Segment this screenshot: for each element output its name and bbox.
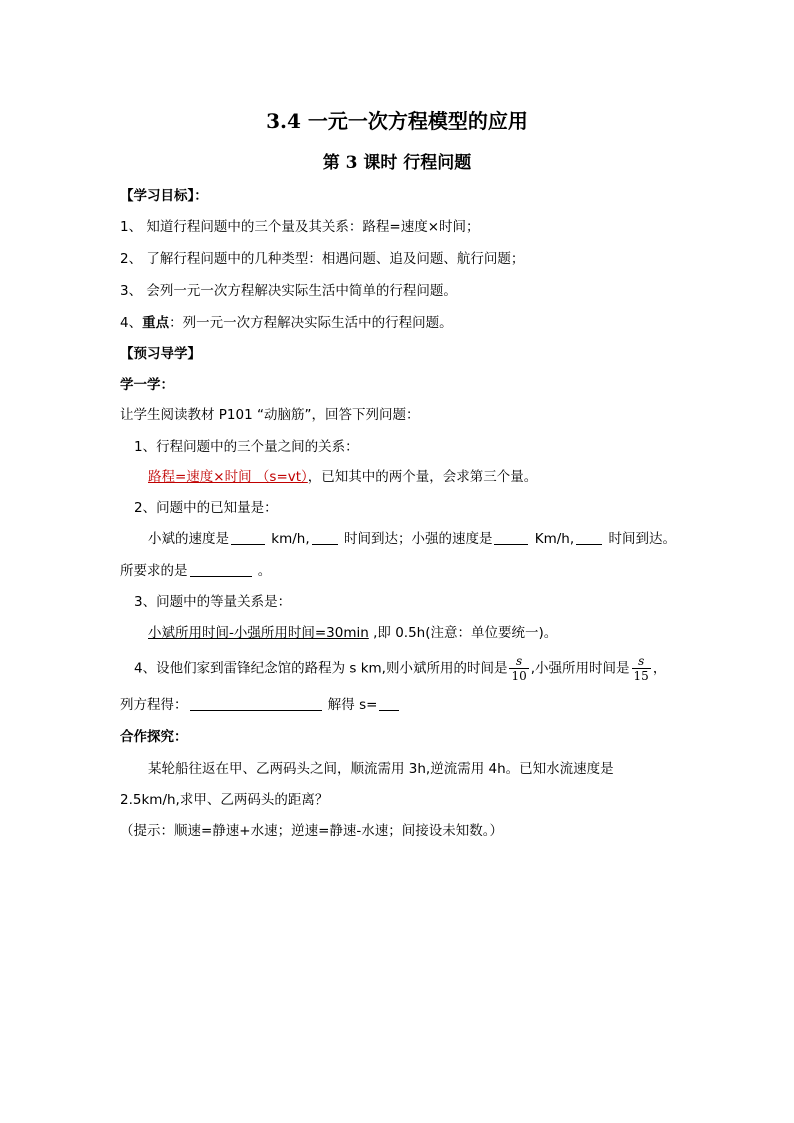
question-3-answer xyxy=(148,624,557,642)
learn-heading: 学一学： xyxy=(120,377,174,393)
q1-answer-rest: ，已知其中的两个量，会求第三个量。 xyxy=(307,469,538,485)
section-goals-heading: 【学习目标】： xyxy=(120,188,208,204)
goal-item-3: 3、 会列一元一次方程解决实际生活中简单的行程问题。 xyxy=(120,283,457,299)
eq-label: 列方程得： xyxy=(120,697,188,713)
blank-time-2[interactable] xyxy=(576,530,602,545)
frac1-numerator: s xyxy=(516,654,523,668)
question-2-line-b xyxy=(120,562,271,580)
coop-problem-line-2: 2.5km/h,求甲、乙两码头的距离？ xyxy=(120,792,329,808)
question-2: 2、问题中的已知量是： xyxy=(134,500,278,516)
blank-solution[interactable] xyxy=(379,696,399,711)
goal-item-4 xyxy=(120,314,453,332)
q2-text-2: km/h, xyxy=(267,531,310,547)
q2-text-1: 小斌的速度是 xyxy=(148,531,229,547)
page-subtitle: 第 3 课时 行程问题 xyxy=(322,153,472,173)
q2-text-3: 时间到达；小强的速度是 xyxy=(339,531,493,547)
fraction-s-over-10 xyxy=(509,654,528,683)
q3-answer-rest: ,即 0.5h(注意：单位要统一)。 xyxy=(368,625,558,641)
coop-problem-line-1: 某轮船往返在甲、乙两码头之间，顺流需用 3h,逆流需用 4h。已知水流速度是 xyxy=(148,761,614,777)
q4-text-1: 4、设他们家到雷锋纪念馆的路程为 s km,则小斌所用的时间是 xyxy=(134,660,508,677)
blank-equation[interactable] xyxy=(190,696,322,711)
blank-speed-1[interactable] xyxy=(231,530,265,545)
question-2-line-a xyxy=(148,530,676,548)
coop-hint: （提示：顺速=静速+水速；逆速=静速-水速；间接设未知数。） xyxy=(120,823,504,839)
question-4 xyxy=(134,654,666,683)
question-1-answer xyxy=(148,468,537,486)
frac2-numerator: s xyxy=(638,654,645,668)
q4-text-2: ,小强所用时间是 xyxy=(530,660,630,677)
page-title: 3.4 一元一次方程模型的应用 xyxy=(266,109,528,133)
question-1: 1、行程问题中的三个量之间的关系： xyxy=(134,439,359,455)
q3-answer-equation: 小斌所用时间-小强所用时间=30min xyxy=(148,625,369,641)
frac2-denominator: 15 xyxy=(633,669,649,683)
goal-item-2: 2、 了解行程问题中的几种类型：相遇问题、追及问题、航行问题； xyxy=(120,251,525,267)
fraction-s-over-15 xyxy=(632,654,651,683)
q4-text-3: ， xyxy=(652,660,667,677)
blank-time-1[interactable] xyxy=(312,530,338,545)
q2-text-4: Km/h, xyxy=(530,531,575,547)
equation-line xyxy=(120,696,401,714)
question-3: 3、问题中的等量关系是： xyxy=(134,594,292,610)
blank-speed-2[interactable] xyxy=(494,530,528,545)
goal-item-1: 1、 知道行程问题中的三个量及其关系：路程=速度×时间； xyxy=(120,219,480,235)
q2-text-7: 。 xyxy=(253,563,272,579)
intro-text: 让学生阅读教材 P101 “动脑筋”，回答下列问题： xyxy=(120,407,420,423)
eq-solve-label: 解得 s= xyxy=(323,697,378,713)
q2-text-6: 所要求的是 xyxy=(120,563,188,579)
goal4-key: 重点 xyxy=(142,315,170,331)
coop-heading: 合作探究： xyxy=(120,729,188,745)
goal4-prefix: 4、 xyxy=(120,315,143,331)
frac1-denominator: 10 xyxy=(511,669,527,683)
blank-target[interactable] xyxy=(190,562,252,577)
q1-answer-formula: 路程=速度×时间 （s=vt） xyxy=(148,469,308,485)
section-preview-heading: 【预习导学】 xyxy=(120,346,201,362)
q2-text-5: 时间到达。 xyxy=(604,531,676,547)
goal4-rest: ：列一元一次方程解决实际生活中的行程问题。 xyxy=(169,315,453,331)
